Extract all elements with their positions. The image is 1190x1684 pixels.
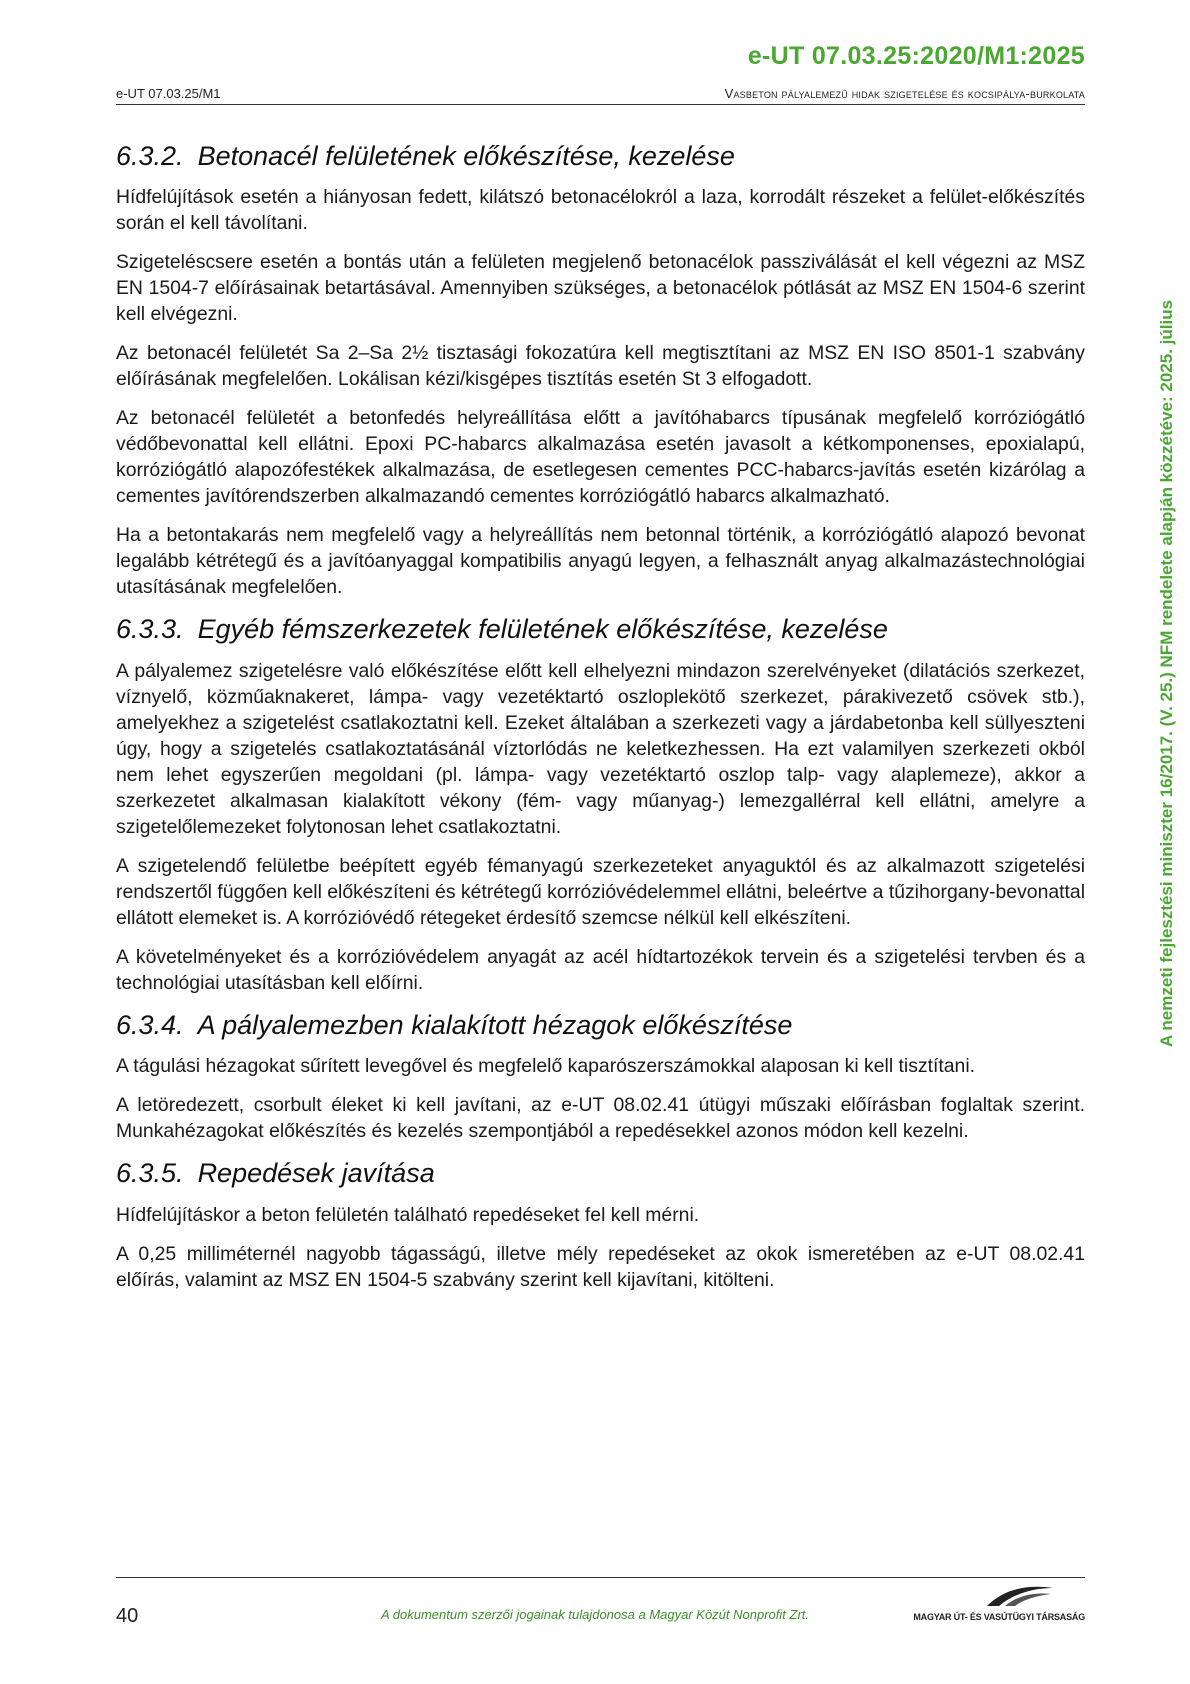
section-title: Betonacél felületének előkészítése, kezelése (197, 141, 735, 171)
section-title: Repedések javítása (197, 1158, 435, 1189)
paragraph: Az betonacél felületét a betonfedés helyreállítása előtt a javítóhabarcs típusának megfelelő korróziógátló védőbevonattal kell ellátni. Epoxi PC-habarcs alkalmazása esetén javasolt a kétkomponenses, epoxialapú, korróziógátló alapozófestékek alkalmazása, de esetlegesen cementes PCC-habarcs-javítás esetén kizárólag a cementes javítórendszerben alkalmazandó cementes korróziógátló habarcs alkalmazható. (116, 407, 1085, 508)
running-header-left: e-UT 07.03.25/M1 (116, 86, 221, 101)
swoosh-logo-icon (985, 1582, 1055, 1608)
paragraph: Hídfelújítások esetén a hiányosan fedett, kilátszó betonacélokról a laza, korrodált részeket a felület-előkészítés során el kell távolítani. (116, 186, 1085, 235)
paragraph: A követelményeket és a korrózióvédelem anyagát az acél hídtartozékok tervein és a szigetelési tervben és a technológiai utasításban kell előírni. (116, 945, 1085, 994)
document-code: e-UT 07.03.25:2020/M1:2025 (747, 42, 1085, 70)
paragraph: A 0,25 milliméternél nagyobb tágasságú, illetve mély repedéseket az okok ismeretében az e-UT 08.02.41 előírás, valamint az MSZ EN 1504-5 szabvány szerint kell kijavítani, kitölteni. (116, 1242, 1085, 1291)
section-number: 6.3.4. (116, 1009, 184, 1040)
paragraph: Hídfelújításkor a beton felületén található repedéseket fel kell mérni. (116, 1203, 700, 1226)
section-heading (116, 140, 1085, 172)
paragraph: Az betonacél felületét Sa 2–Sa 2½ tisztasági fokozatúra kell megtisztítani az MSZ EN ISO 8501-1 szabvány előírásának megfelelően. Lokálisan kézi/kisgépes tisztítás esetén St 3 elfogadott. (116, 342, 1085, 391)
section-number: 6.3.5. (116, 1158, 184, 1189)
section-heading (116, 1157, 1085, 1189)
section-title: Egyéb fémszerkezetek felületének előkészítése, kezelése (197, 614, 888, 645)
running-header-right: Vasbeton pályalemezű hidak szigetelése és kocsipálya-burkolata (724, 86, 1085, 101)
section-6-3-5 (116, 1157, 1085, 1292)
page-number: 40 (116, 1605, 139, 1627)
copyright-notice: A dokumentum szerzői jogainak tulajdonosa a Magyar Közút Nonprofit Zrt. (380, 1607, 809, 1622)
logo-text: MAGYAR ÚT- ÉS VASÚTÜGYI TÁRSASÁG (913, 1612, 1085, 1622)
paragraph: A tágulási hézagokat sűrített levegővel és megfelelő kaparószerszámokkal alaposan ki kell tisztítani. (116, 1055, 976, 1078)
publication-side-note: A nemzeti fejlesztési miniszter 16/2017. (V. 25.) NFM rendelete alapján közzétéve: 2025. július (1157, 299, 1176, 1047)
section-6-3-4 (116, 1009, 1085, 1144)
paragraph: A pályalemez szigetelésre való előkészítése előtt kell elhelyezni mindazon szerelvényeket (dilatációs szerkezet, víznyelő, közműaknakeret, lámpa- vagy vezetéktartó oszloplekötő szerkezet, párakivezető csövek stb.), amelyekhez a szigetelést csatlakoztatni kell. Ezeket általában a szerkezeti vagy a járdabetonba kell süllyeszteni úgy, hogy a szigetelés csatlakoztatásánál víztorlódás ne keletkezhessen. Ha ezt valamilyen szerkezeti okból nem lehet egyszerűen megoldani (pl. lámpa- vagy vezetéktartó oszlop talp- vagy alaplemeze), akkor a szerkezetet alkalmasan kialakított vékony (fém- vagy műanyag-) lemezgallérral kell ellátni, amelyre a szigetelőlemezeket folytonosan lehet csatlakoztatni. (116, 659, 1085, 838)
footer-divider (116, 1577, 1085, 1578)
section-heading (116, 613, 1085, 645)
section-title: A pályalemezben kialakított hézagok előkészítése (197, 1009, 793, 1040)
paragraph: Ha a betontakarás nem megfelelő vagy a helyreállítás nem betonnal történik, a korróziógátló alapozó bevonat legalább kétrétegű és a javítóanyaggal kompatibilis anyagú legyen, a felhasznált anyag alkalmazástechnológiai utasításának megfelelően. (116, 524, 1085, 599)
paragraph: Szigeteléscsere esetén a bontás után a felületen megjelenő betonacélok passziválását el kell végezni az MSZ EN 1504-7 előírásainak betartásával. Amennyiben szükséges, a betonacélok pótlását az MSZ EN 1504-6 szerint kell elvégezni. (116, 251, 1085, 326)
section-6-3-2 (116, 140, 1085, 600)
section-heading (116, 1009, 1085, 1041)
section-6-3-3 (116, 613, 1085, 995)
section-number: 6.3.2. (116, 141, 184, 171)
section-number: 6.3.3. (116, 614, 184, 645)
paragraph: A szigetelendő felületbe beépített egyéb fémanyagú szerkezeteket anyaguktól és az alkalmazott szigetelési rendszertől függően kell előkészíteni és kétrétegű korrózióvédelemmel ellátni, beleértve a tűzihorgany-bevonattal ellátott elemeket is. A korrózióvédő rétegeket érdesítő szemcse nélkül kell elkészíteni. (116, 854, 1086, 929)
header-divider (116, 104, 1085, 105)
page-body (116, 140, 1085, 1306)
paragraph: A letöredezett, csorbult éleket ki kell javítani, az e-UT 08.02.41 útügyi műszaki előírásban foglaltak szerint. Munkahézagokat előkészítés és kezelés szempontjából a repedésekkel azonos módon kell kezelni. (116, 1094, 1085, 1143)
society-logo (913, 1582, 1085, 1622)
